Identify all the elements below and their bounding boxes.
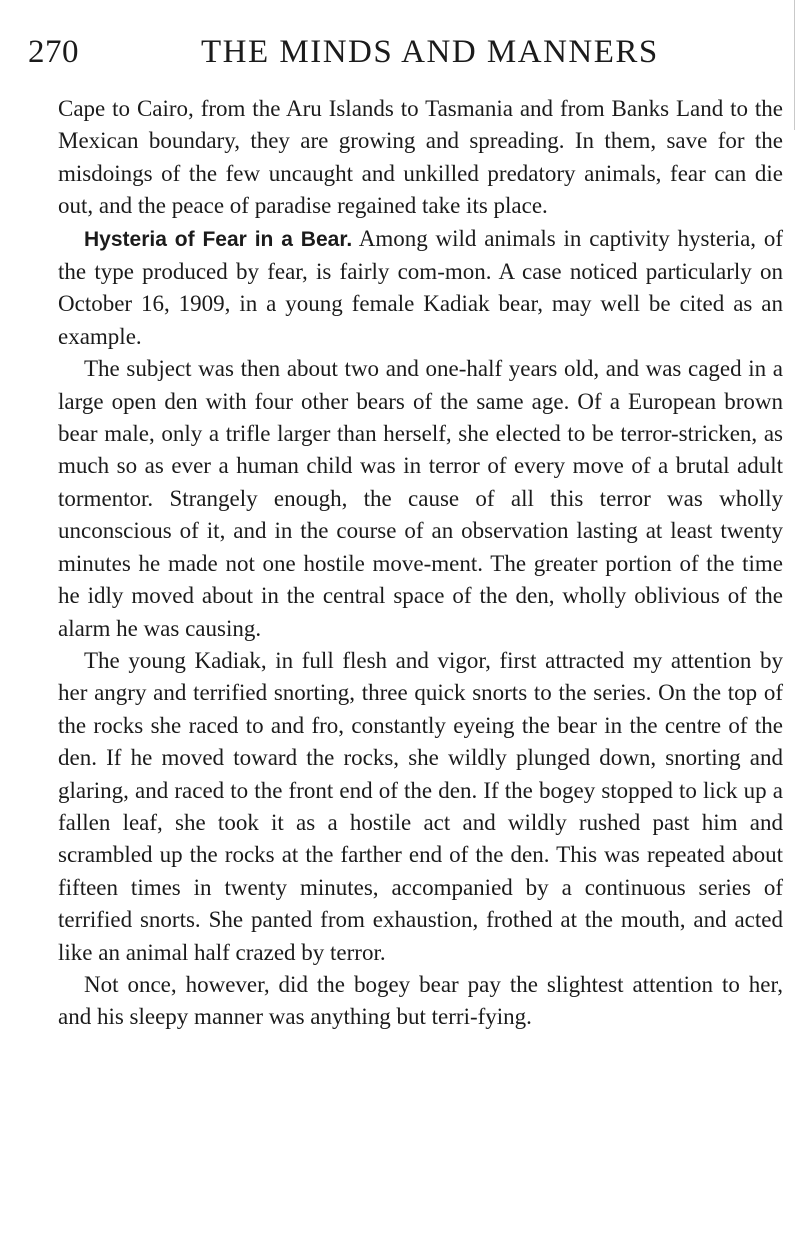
- body-text: [58, 93, 783, 1034]
- paragraph-2-text: Among wild animals in captivity hysteria, of the type produced by fear, is fairly com-mon. A case noticed particularly on October 16, 1909, in a young female Kadiak bear, may well be cited as an example.: [58, 225, 783, 349]
- section-heading: Hysteria of Fear in a Bear.: [84, 227, 353, 251]
- page-number: 270: [28, 34, 79, 70]
- paragraph-3: [58, 353, 783, 645]
- paragraph-5-text: Not once, however, did the bogey bear pay the slightest attention to her, and his sleepy manner was anything but terri-fying.: [58, 971, 783, 1030]
- paragraph-1-text: Cape to Cairo, from the Aru Islands to Tasmania and from Banks Land to the Mexican boundary, they are growing and spreading. In them, save for the misdoings of the few uncaught and unkilled predatory animals, fear can die out, and the peace of paradise regained take its place.: [58, 96, 783, 219]
- paragraph-4-text: The young Kadiak, in full flesh and vigor, first attracted my attention by her angry and terrified snorting, three quick snorts to the series. On the top of the rocks she raced to and fro, constantly eyeing the bear in the centre of the den. If he moved toward the rocks, she wildly plunged down, snorting and glaring, and raced to the front end of the den. If the bogey stopped to lick up a fallen leaf, she took it as a hostile act and wildly rushed past him and scrambled up the rocks at the farther end of the den. This was repeated about fifteen times in twenty minutes, accompanied by a continuous series of terrified snorts. She panted from exhaustion, frothed at the mouth, and acted like an animal half crazed by terror.: [58, 647, 783, 965]
- running-head: THE MINDS AND MANNERS: [201, 34, 659, 70]
- page-edge-line: [794, 0, 795, 130]
- paragraph-3-text: The subject was then about two and one-half years old, and was caged in a large open den with four other bears of the same age. Of a European brown bear male, only a trifle larger than herself, she elected to be terror-stricken, as much so as ever a human child was in terror of every move of a brutal adult tormentor. Strangely enough, the cause of all this terror was wholly unconscious of it, and in the course of an observation lasting at least twenty minutes he made not one hostile move-ment. The greater portion of the time he idly moved about in the central space of the den, wholly oblivious of the alarm he was causing.: [58, 356, 783, 641]
- page-header: [28, 30, 781, 74]
- paragraph-4: [58, 645, 783, 969]
- paragraph-2: [58, 223, 783, 354]
- paragraph-1: [58, 93, 783, 223]
- paragraph-5: [58, 969, 783, 1034]
